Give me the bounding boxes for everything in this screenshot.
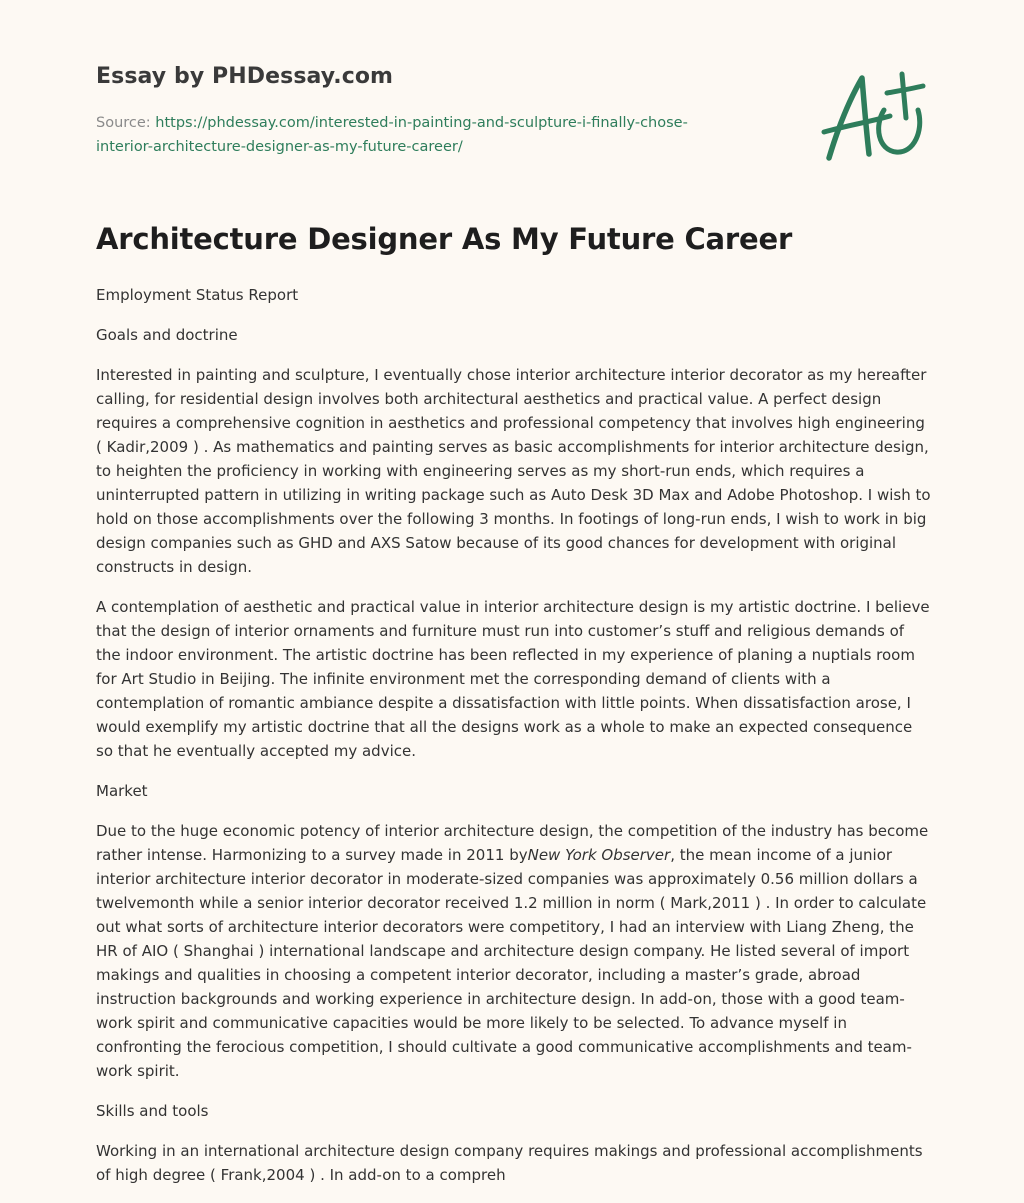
site-brand: Essay by PHDessay.com	[96, 64, 394, 89]
a-plus-logo-icon	[818, 66, 930, 166]
market-text-end: , the mean income of a junior interior architecture interior decorator in moderate-sized companies was approximately 0.56 million dollars a twelvemonth while a senior interior decorator received 1.2 million in norm ( Mark,2011 ) . In order to calculate out what sorts of architecture interior decorators were competitory, I had an interview with Liang Zheng, the HR of AIO ( Shanghai ) international landscape and architecture design company. He listed several of import makings and qualities in choosing a competent interior decorator, including a master’s grade, abroad instruction backgrounds and working experience in architecture design. In add-on, those with a good team-work spirit and communicative capacities would be more likely to be selected. To advance myself in confronting the ferocious competition, I should cultivate a good communicative accomplishments and team-work spirit.	[96, 846, 927, 1080]
essay-body	[96, 283, 932, 1203]
market-text-start: Due to the huge economic potency of interior architecture design, the competition of the industry has become rather intense. Harmonizing to a survey made in 2011 by	[96, 822, 929, 864]
section-heading-market: Market	[96, 782, 148, 800]
section-heading-skills: Skills and tools	[96, 1102, 209, 1120]
paragraph-skills: Working in an international architecture design company requires makings and professional accomplishments of high degree ( Frank,2004 ) . In add-on to a compreh	[96, 1142, 923, 1184]
source-link[interactable]: https://phdessay.com/interested-in-painting-and-sculpture-i-finally-chose-interior-architecture-designer-as-my-future-career/	[96, 115, 688, 155]
source-label: Source:	[96, 115, 156, 131]
source-line	[96, 111, 736, 159]
paragraph-doctrine: A contemplation of aesthetic and practical value in interior architecture design is my artistic doctrine. I believe that the design of interior ornaments and furniture must run into customer’s stuff and religious demands of the indoor environment. The artistic doctrine has been reflected in my experience of planing a nuptials room for Art Studio in Beijing. The infinite environment met the corresponding demand of clients with a contemplation of romantic ambiance despite a dissatisfaction with little points. When dissatisfaction arose, I would exemplify my artistic doctrine that all the designs work as a whole to make an expected consequence so that he eventually accepted my advice.	[96, 598, 930, 760]
publication-name: New York Observer	[527, 846, 671, 864]
section-heading-goals: Goals and doctrine	[96, 326, 238, 344]
paragraph-goals: Interested in painting and sculpture, I eventually chose interior architecture interior decorator as my hereafter calling, for residential design involves both architectural aesthetics and practical value. A perfect design requires a comprehensive cognition in aesthetics and professional competency that involves high engineering ( Kadir,2009 ) . As mathematics and painting serves as basic accomplishments for interior architecture design, to heighten the proficiency in working with engineering serves as my short-run ends, which requires a uninterrupted pattern in utilizing in writing package such as Auto Desk 3D Max and Adobe Photoshop. I wish to hold on those accomplishments over the following 3 months. In footings of long-run ends, I wish to work in big design companies such as GHD and AXS Satow because of its good chances for development with original constructs in design.	[96, 366, 931, 576]
essay-title: Architecture Designer As My Future Career	[96, 222, 793, 256]
paragraph-market	[96, 819, 932, 1083]
section-heading-report: Employment Status Report	[96, 286, 299, 304]
